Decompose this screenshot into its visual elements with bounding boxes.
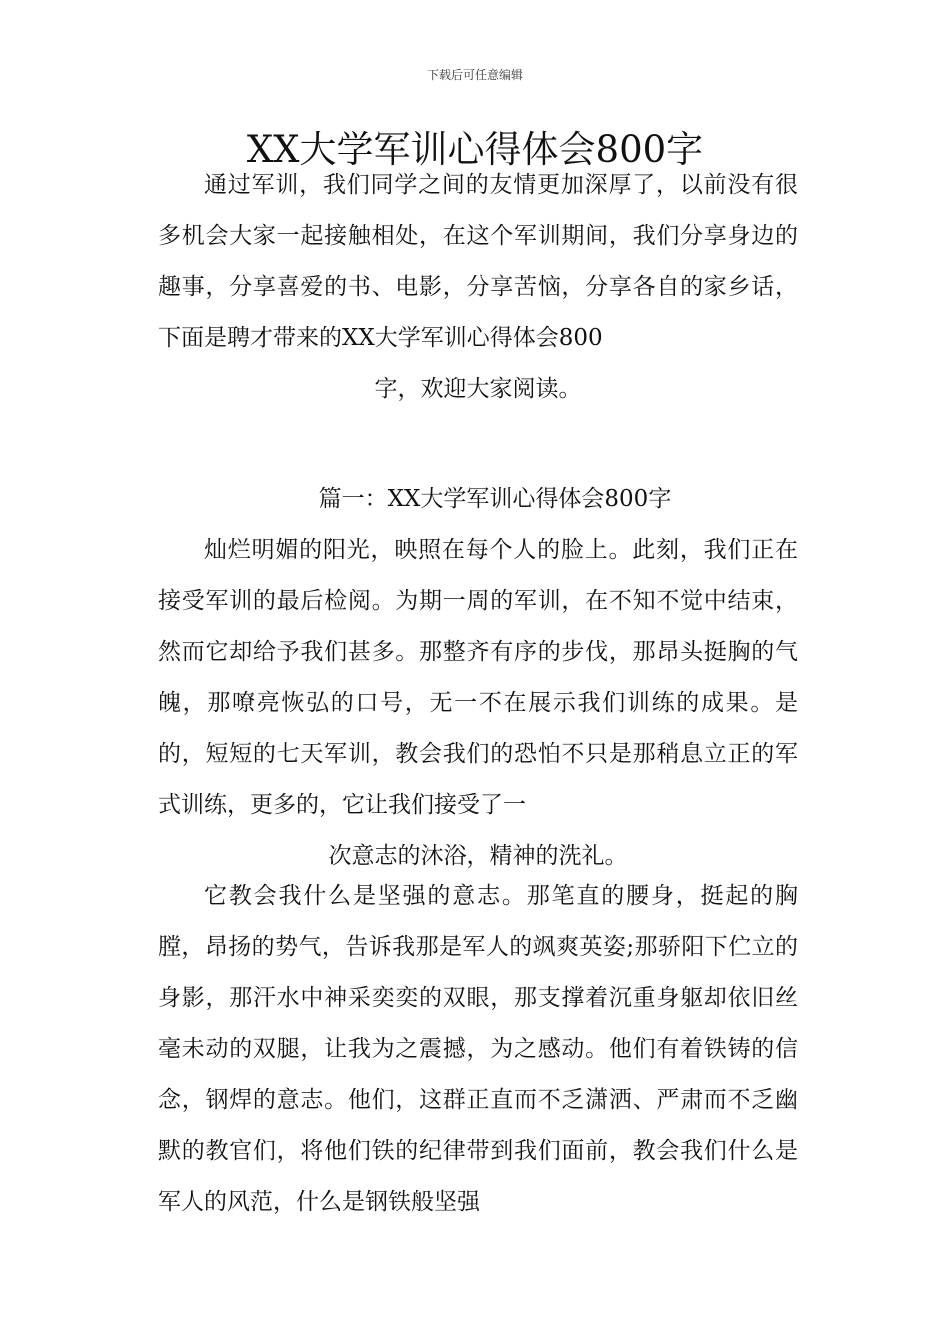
- section-heading: 篇一：XX大学军训心得体会800字: [318, 486, 672, 512]
- body-paragraph-1: [158, 525, 798, 882]
- body-paragraph-2: [158, 871, 798, 1228]
- body-paragraph-1-last-line: 次意志的沐浴，精神的洗礼。: [328, 843, 628, 869]
- intro-paragraph-last-line: 字，欢迎大家阅读。: [374, 376, 582, 402]
- document-title: XX大学军训心得体会800字: [246, 128, 704, 171]
- body-paragraph-2-text: 它教会我什么是坚强的意志。那笔直的腰身，挺起的胸膛，昂扬的势气，告诉我那是军人的飒爽英姿;那骄阳下伫立的身影，那汗水中神采奕奕的双眼，那支撑着沉重身躯却依旧丝毫未动的双腿，让我为之震撼，为之感动。他们有着铁铸的信念，钢焊的意志。他们，这群正直而不乏潇洒、严肃而不乏幽默的教官们，将他们铁的纪律带到我们面前，教会我们什么是军人的风范，什么是钢铁般坚强: [158, 883, 798, 1215]
- intro-paragraph-body: 通过军训，我们同学之间的友情更加深厚了，以前没有很多机会大家一起接触相处，在这个军训期间，我们分享身边的趣事，分享喜爱的书、电影，分享苦恼，分享各自的家乡话，下面是聘才带来的XX大学军训心得体会800: [158, 172, 798, 351]
- header-note: 下载后可任意编辑: [426, 68, 523, 82]
- intro-paragraph: [158, 160, 798, 415]
- body-paragraph-1-text: 灿烂明媚的阳光，映照在每个人的脸上。此刻，我们正在接受军训的最后检阅。为期一周的军训，在不知不觉中结束，然而它却给予我们甚多。那整齐有序的步伐，那昂头挺胸的气魄，那嘹亮恢弘的口号，无一不在展示我们训练的成果。是的，短短的七天军训，教会我们的恐怕不只是那稍息立正的军式训练，更多的，它让我们接受了一: [158, 537, 798, 818]
